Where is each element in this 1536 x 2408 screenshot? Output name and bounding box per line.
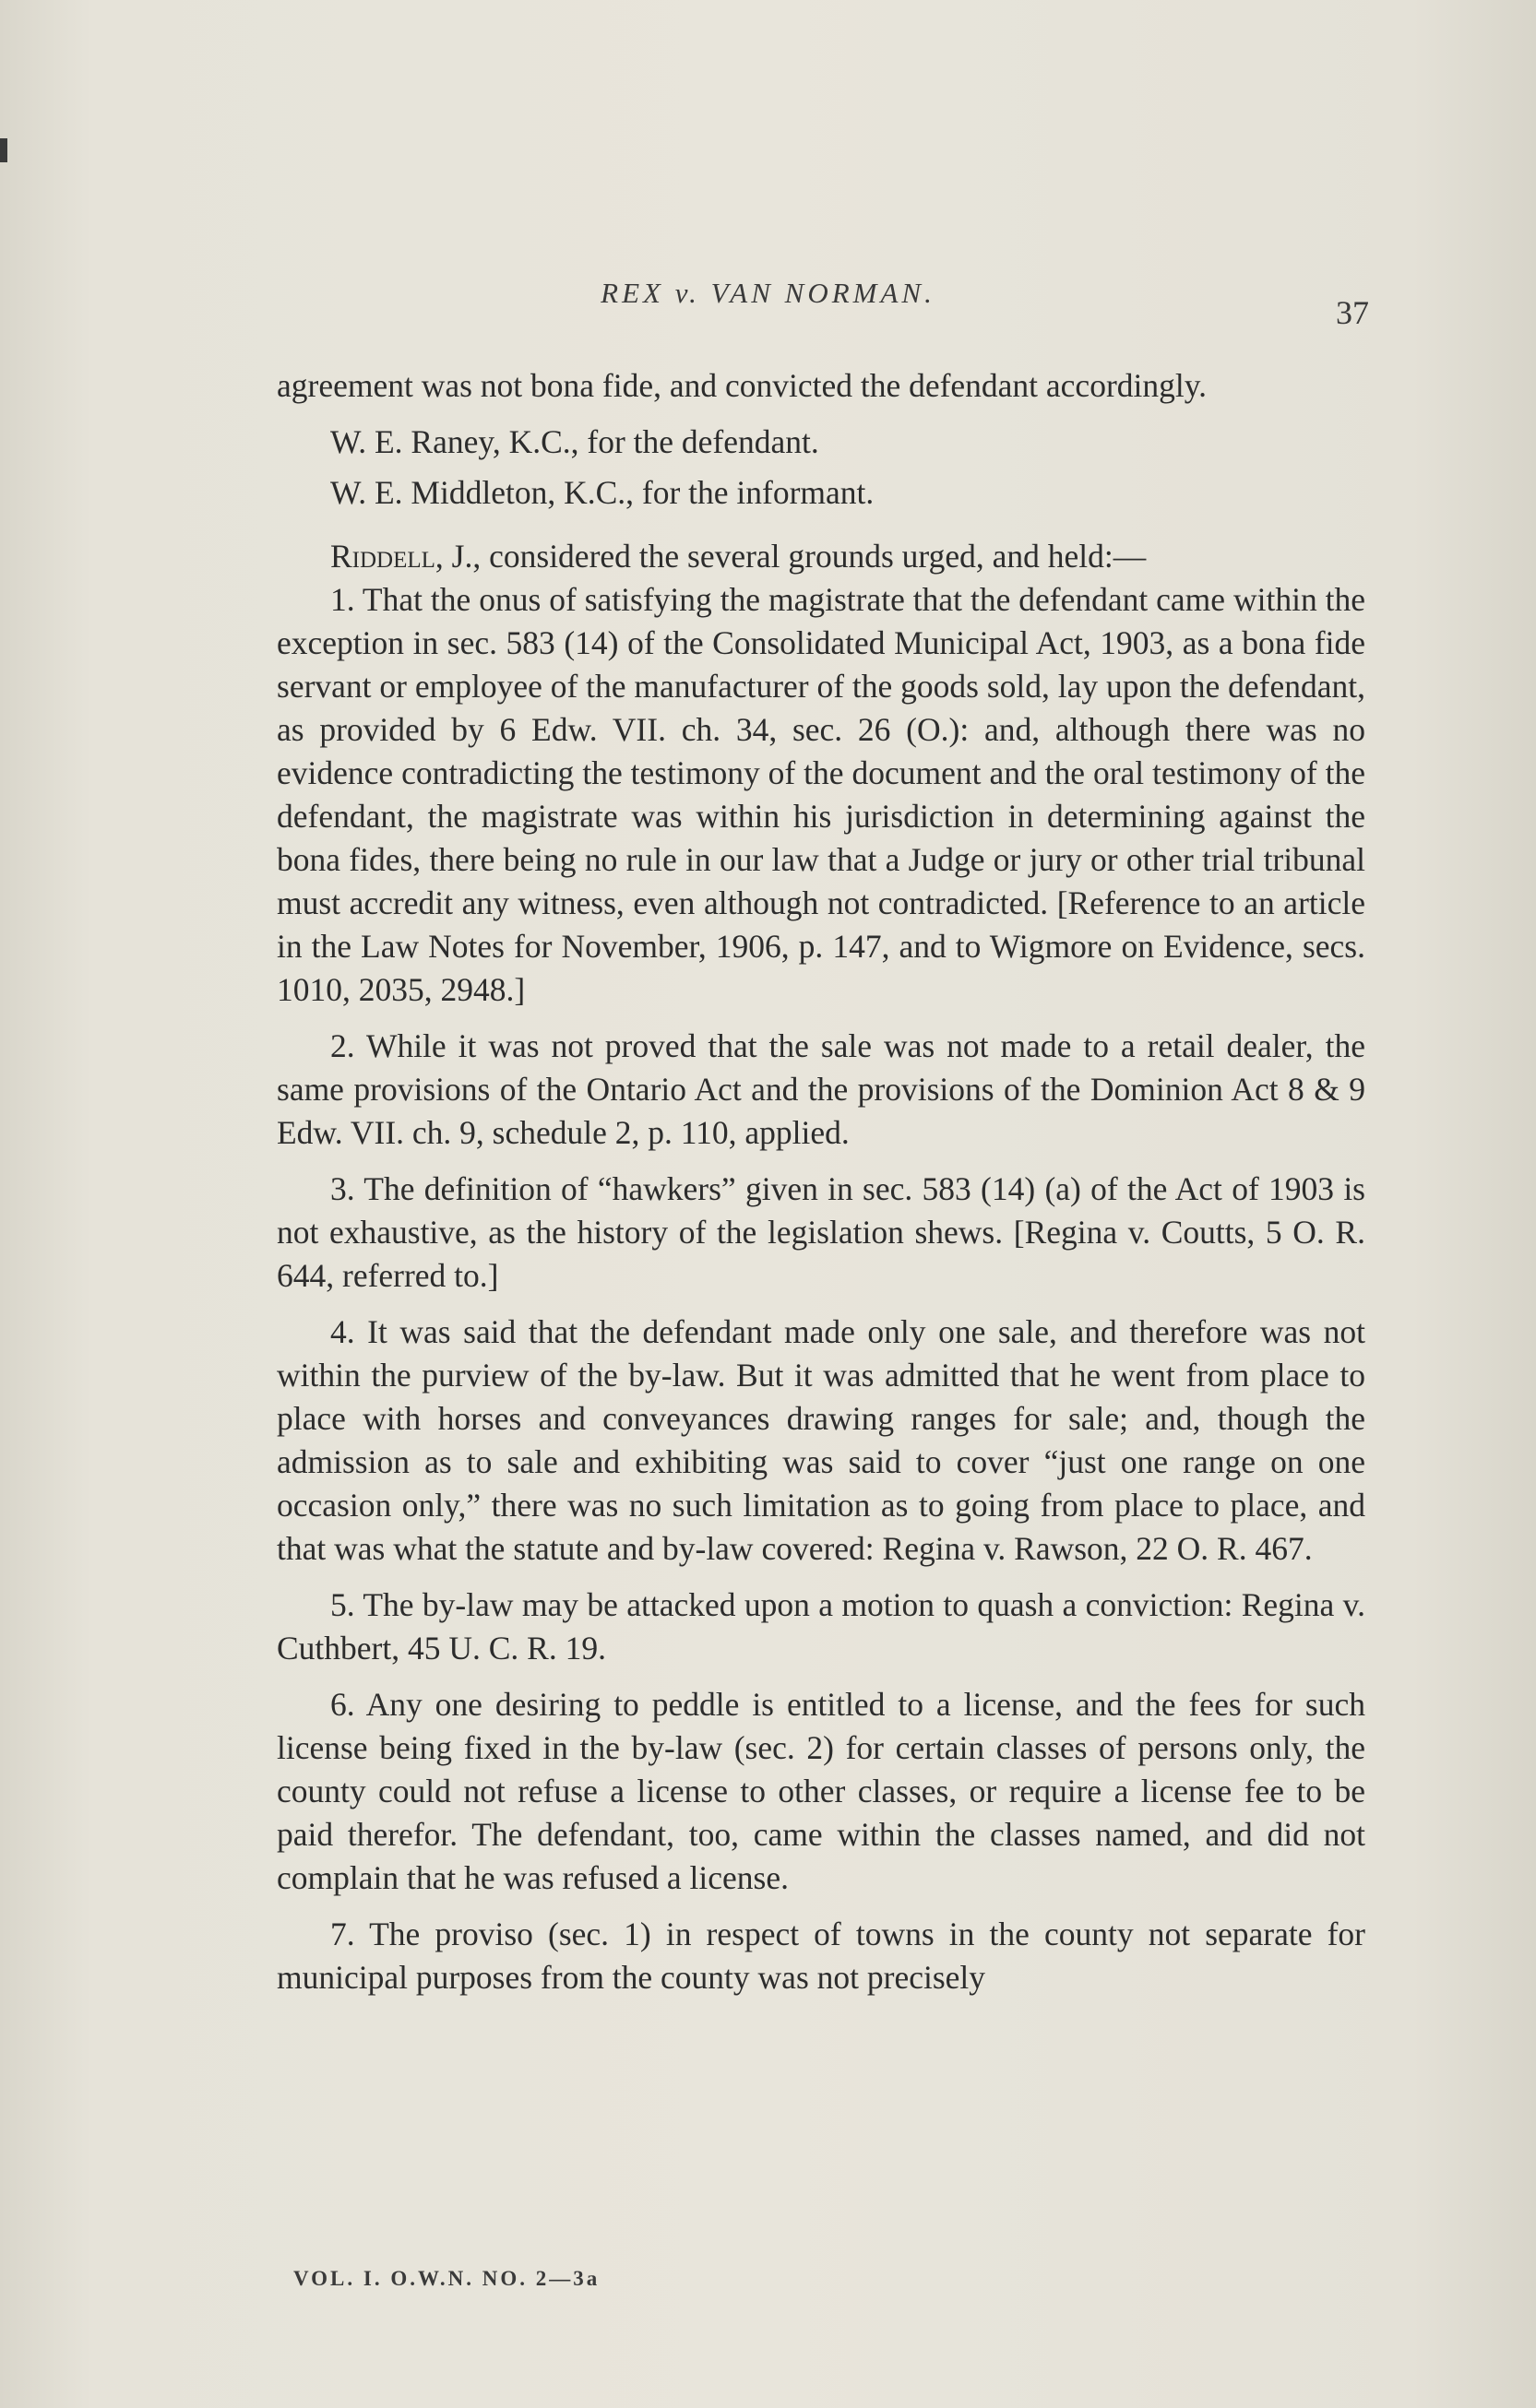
intro-paragraph: agreement was not bona fide, and convicted the defendant accordingly. bbox=[277, 367, 1208, 404]
holding-1: 1. That the onus of satisfying the magistrate that the defendant came within the exception in sec. 583 (14) of the Consolidated Municipal Act, 1903, as a bona fide servant or employee of the manufacturer of the goods sold, lay upon the defendant, as provided by 6 Edw. VII. ch. 34, sec. 26 (O.): and, although there was no evidence contradicting the testimony of the document and the oral testimony of the defendant, the magistrate was within his jurisdiction in determining against the bona fides, there being no rule in our law that a Judge or jury or other trial tribunal must accredit any witness, even although not contradicted. [Reference to an article in the Law Notes for November, 1906, p. 147, and to Wigmore on Evidence, secs. 1010, 2035, 2948.] bbox=[277, 581, 1365, 1008]
holding-6: 6. Any one desiring to peddle is entitled to a license, and the fees for such license being fixed in the by-law (sec. 2) for certain classes of persons only, the county could not refuse a license to other classes, or require a license fee to be paid therefor. The defendant, too, came within the classes named, and did not complain that he was refused a license. bbox=[277, 1686, 1365, 1896]
judge-name: Riddell, J. bbox=[330, 538, 473, 575]
counsel-defendant: W. E. Raney, K.C., for the defendant. bbox=[330, 423, 819, 460]
judgment-intro-text: , considered the several grounds urged, and held:— bbox=[472, 538, 1147, 575]
signature-mark: VOL. I. O.W.N. NO. 2—3a bbox=[293, 2267, 601, 2290]
holding-5: 5. The by-law may be attacked upon a motion to quash a conviction: Regina v. Cuthbert, 45 U. C. R. 19. bbox=[277, 1586, 1365, 1667]
judgment-intro bbox=[277, 535, 1365, 578]
body-text bbox=[277, 364, 1365, 2012]
counsel-informant: W. E. Middleton, K.C., for the informant. bbox=[330, 474, 875, 511]
holding-2: 2. While it was not proved that the sale was not made to a retail dealer, the same provisions of the Ontario Act and the provisions of the Dominion Act 8 & 9 Edw. VII. ch. 9, schedule 2, p. 110, applied. bbox=[277, 1027, 1365, 1151]
holding-4: 4. It was said that the defendant made only one sale, and therefore was not within the purview of the by-law. But it was admitted that he went from place to place with horses and conveyances drawing ranges for sale; and, though the admission as to sale and exhibiting was said to cover “just one range on one occasion only,” there was no such limitation as to going from place to place, and that was what the statute and by-law covered: Regina v. Rawson, 22 O. R. 467. bbox=[277, 1313, 1365, 1567]
page-number: 37 bbox=[1336, 294, 1369, 331]
binding-mark bbox=[0, 138, 7, 162]
running-title: REX v. VAN NORMAN. bbox=[601, 277, 935, 309]
holding-7: 7. The proviso (sec. 1) in respect of towns in the county not separate for municipal purposes from the county was not precisely bbox=[277, 1916, 1365, 1996]
holding-3: 3. The definition of “hawkers” given in sec. 583 (14) (a) of the Act of 1903 is not exhaustive, as the history of the legislation shews. [Regina v. Coutts, 5 O. R. 644, referred to.] bbox=[277, 1170, 1365, 1294]
